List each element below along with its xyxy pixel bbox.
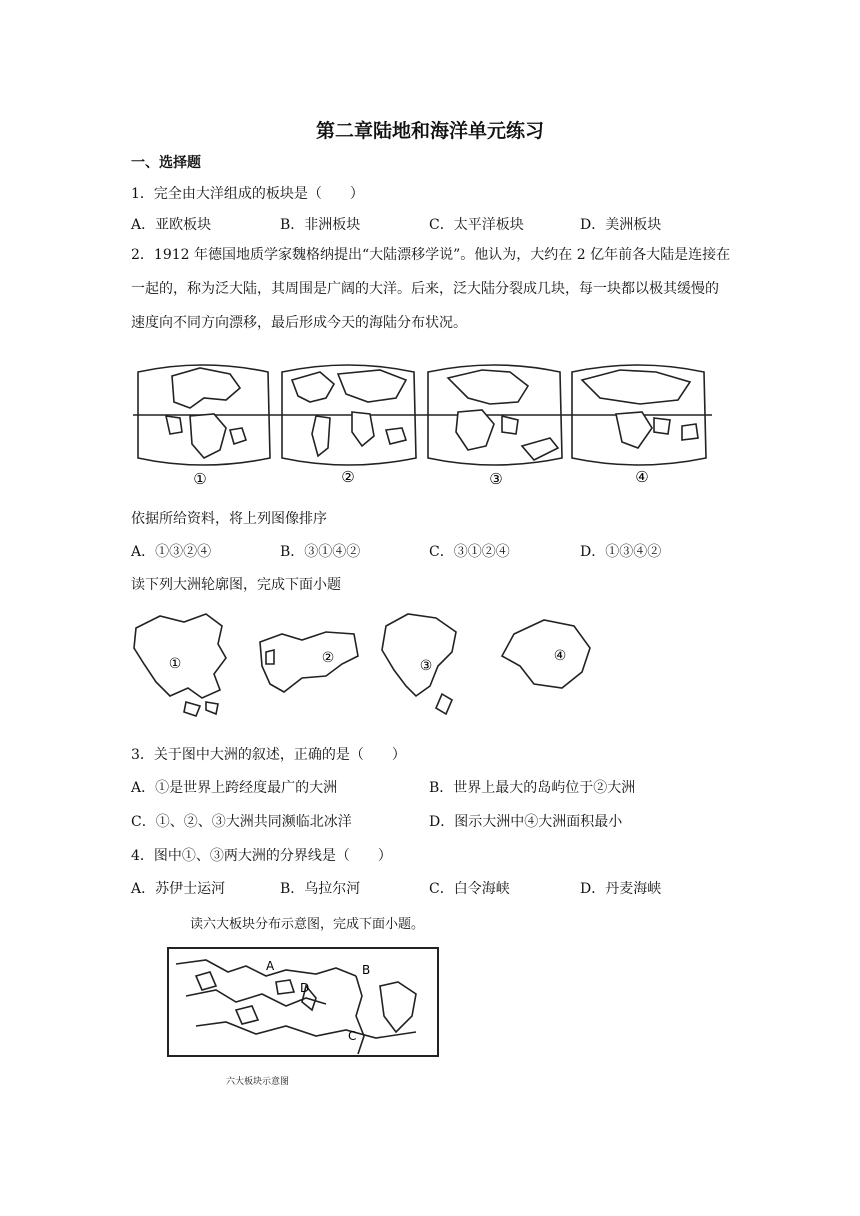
option-d: D．丹麦海峡 — [580, 881, 662, 897]
continent-label-1: ① — [168, 656, 182, 672]
question-4-stem: 4．图中①、③两大洲的分界线是（ ） — [131, 848, 392, 864]
plate-map-caption: 六大板块示意图 — [226, 1077, 290, 1087]
drift-map-2 — [276, 365, 422, 465]
continent-label-2: ② — [321, 650, 335, 666]
drift-map-4 — [568, 365, 712, 465]
option-d: D．①③④② — [580, 544, 662, 560]
option-c: C．①、②、③大洲共同濒临北冰洋 — [131, 814, 352, 830]
question-2-prompt: 依据所给资料，将上列图像排序 — [131, 511, 327, 527]
option-a: A．①③②④ — [131, 544, 212, 560]
continent-label-4: ④ — [553, 648, 567, 664]
continental-drift-maps — [130, 358, 730, 490]
option-a: A．亚欧板块 — [131, 217, 212, 233]
option-d: D．美洲板块 — [580, 217, 662, 233]
drift-label-2: ② — [341, 468, 355, 486]
page-title: 第二章陆地和海洋单元练习 — [315, 120, 544, 142]
option-b: B．非洲板块 — [280, 217, 361, 233]
plate-label-d: D — [300, 981, 310, 995]
plate-label-b: B — [362, 963, 371, 977]
section-heading: 一、选择题 — [131, 155, 201, 171]
option-c: C．③①②④ — [429, 544, 510, 560]
continent-label-3: ③ — [419, 658, 433, 674]
plate-label-c: C — [348, 1029, 357, 1043]
option-b: B．世界上最大的岛屿位于②大洲 — [429, 780, 636, 796]
drift-label-3: ③ — [489, 470, 503, 488]
option-b: B．乌拉尔河 — [280, 881, 361, 897]
plate-map — [166, 946, 442, 1066]
continent-europe — [260, 632, 358, 692]
drift-label-1: ① — [193, 470, 207, 488]
drift-map-1 — [133, 365, 276, 465]
drift-map-3 — [422, 365, 568, 465]
plate-label-a: A — [266, 959, 275, 973]
drift-label-4: ④ — [635, 468, 649, 486]
option-c: C．太平洋板块 — [429, 217, 524, 233]
option-d: D．图示大洲中④大洲面积最小 — [429, 814, 623, 830]
question-1-stem: 1．完全由大洋组成的板块是（ ） — [131, 186, 364, 202]
continent-outlines — [130, 604, 600, 724]
option-a: A．①是世界上跨经度最广的大洲 — [131, 780, 338, 796]
continents-intro: 读下列大洲轮廓图，完成下面小题 — [131, 577, 341, 593]
option-b: B．③①④② — [280, 544, 361, 560]
question-3-stem: 3．关于图中大洲的叙述，正确的是（ ） — [131, 747, 406, 763]
question-2-stem: 2．1912 年德国地质学家魏格纳提出“大陆漂移学说”。他认为，大约在 2 亿年前各大陆是连接在一起的，称为泛大陆，其周围是广阔的大洋。后来，泛大陆分裂成几块，每一块都以极其缓慢的速度向不同方向漂移，最后形成今天的海陆分布状况。 — [131, 247, 731, 331]
option-c: C．白令海峡 — [429, 881, 510, 897]
plates-intro: 读六大板块分布示意图，完成下面小题。 — [190, 917, 425, 932]
continent-antarctica — [502, 620, 590, 688]
option-a: A．苏伊士运河 — [131, 881, 226, 897]
